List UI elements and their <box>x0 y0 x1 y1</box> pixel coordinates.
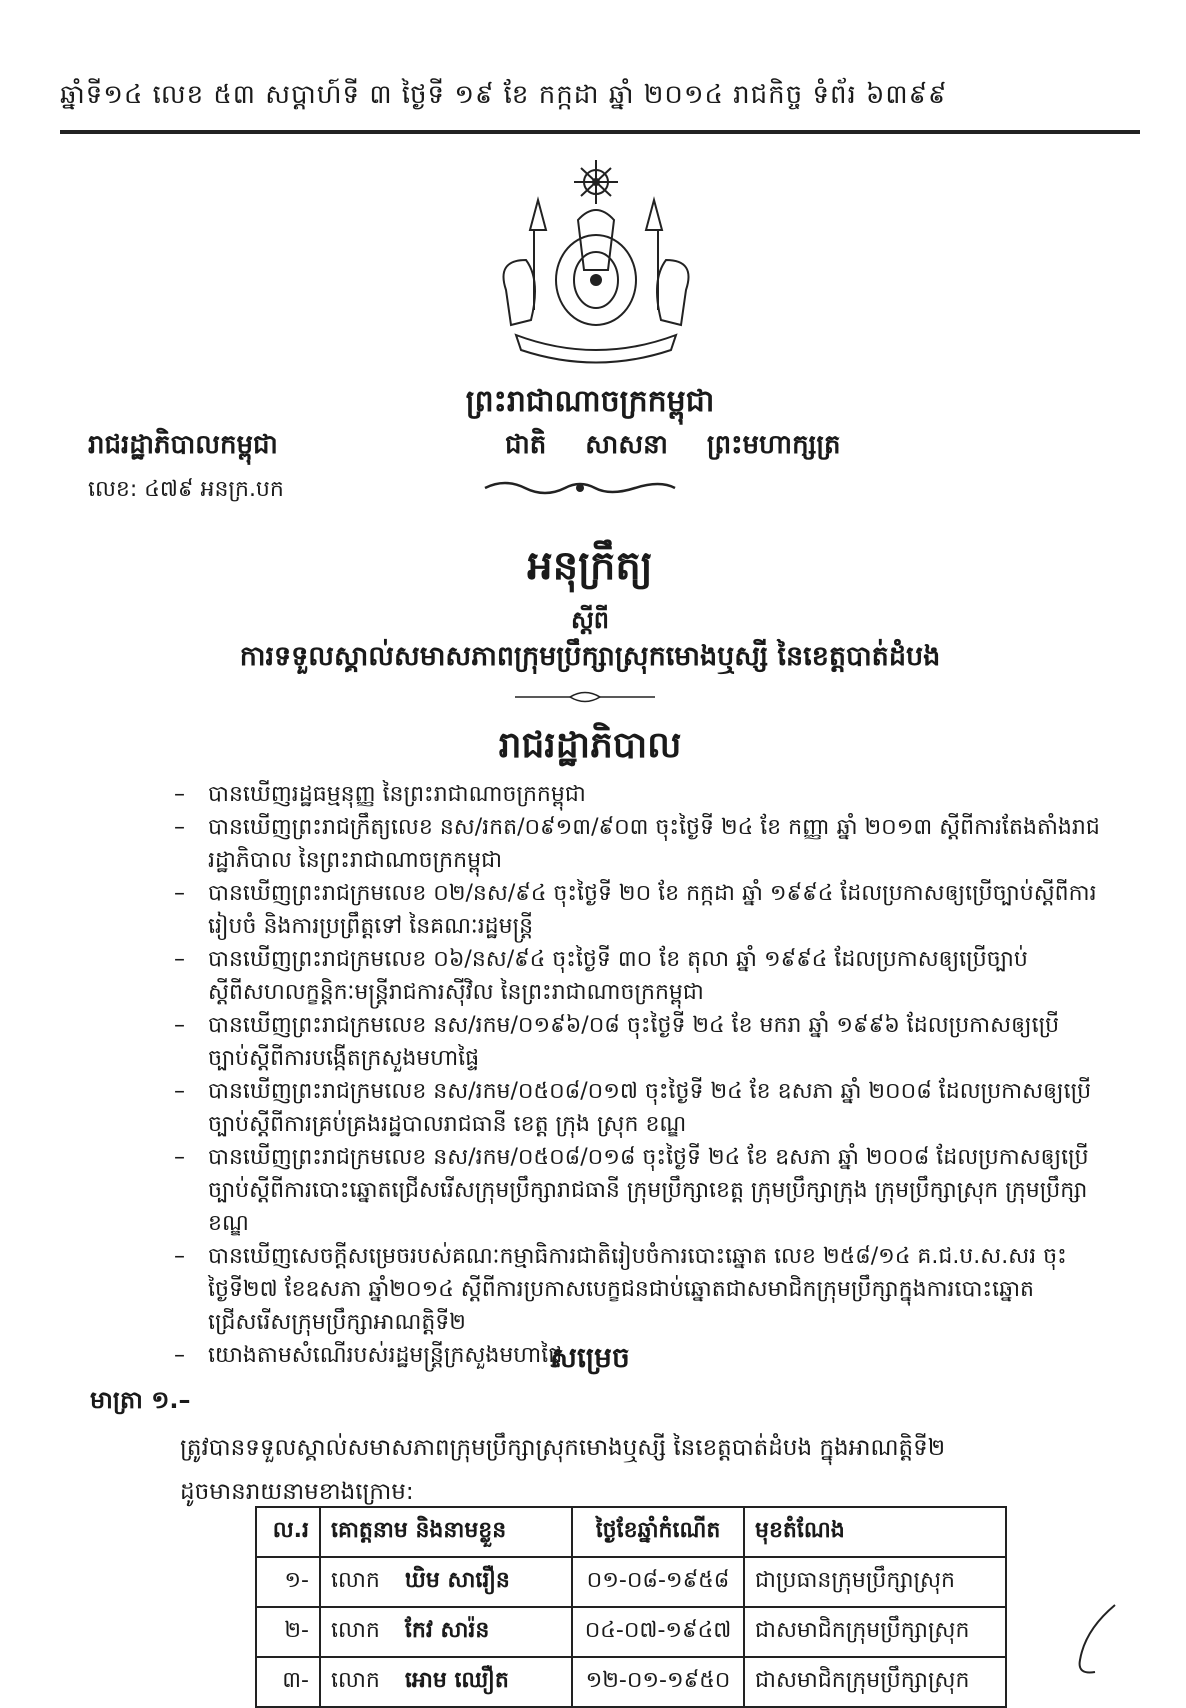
article-label: មាត្រា ១.– <box>90 1386 191 1414</box>
consideration-item: – បានឃើញព្រះរាជក្រមលេខ ០២/នស/៩៤ ចុះថ្ងៃទី ២០ ខែ កក្កដា ឆ្នាំ ១៩៩៤ ដែលប្រកាសឲ្យប្រើច្បាប់ស្តីពីការរៀបចំ និងការប្រព្រឹត្តទៅ នៃគណៈរដ្ឋមន្ត្រី <box>180 877 1100 943</box>
row-number: ២- <box>256 1607 320 1657</box>
article-text-continued: ដូចមានរាយនាមខាងក្រោម: <box>180 1479 414 1505</box>
table-row <box>256 1607 1006 1657</box>
table-row <box>256 1557 1006 1607</box>
honorific: លោក <box>331 1618 380 1643</box>
member-name: អោម ឈឿត <box>404 1668 509 1693</box>
row-number: ៣- <box>256 1657 320 1707</box>
row-position: ជាសមាជិកក្រុមប្រឹក្សាស្រុក <box>744 1657 1006 1707</box>
row-name-cell <box>320 1657 572 1707</box>
row-name-cell <box>320 1607 572 1657</box>
row-birthdate: ០៤-០៧-១៩៤៧ <box>572 1607 744 1657</box>
ornament-divider-icon <box>480 478 680 498</box>
regarding-label: ស្តីពី <box>570 606 610 634</box>
royal-coat-of-arms-icon <box>486 160 706 375</box>
considerations-list <box>180 778 1100 1372</box>
consideration-item: – យោងតាមសំណើរបស់រដ្ឋមន្ត្រីក្រសួងមហាផ្ទៃ <box>180 1339 1100 1372</box>
government-title: រាជរដ្ឋាភិបាល <box>498 725 682 766</box>
consideration-item: – បានឃើញព្រះរាជក្រមលេខ ០៦/នស/៩៤ ចុះថ្ងៃទី ៣០ ខែ តុលា ឆ្នាំ ១៩៩៤ ដែលប្រកាសឲ្យប្រើច្បាប់ស្តីពីសហលក្ខន្តិកៈមន្ត្រីរាជការស៊ីវិល នៃព្រះរាជាណាចក្រកម្ពុជា <box>180 943 1100 1009</box>
honorific: លោក <box>331 1568 380 1593</box>
reference-number: លេខ: ៤៧៩ អនក្រ.បក <box>88 477 284 502</box>
row-name-cell <box>320 1557 572 1607</box>
document-type: អនុក្រឹត្យ <box>527 543 653 589</box>
header-position: មុខតំណែង <box>744 1507 1006 1557</box>
row-position: ជាសមាជិកក្រុមប្រឹក្សាស្រុក <box>744 1607 1006 1657</box>
kingdom-title: ព្រះរាជាណាចក្រកម្ពុជា <box>465 384 715 419</box>
header-number: ល.រ <box>256 1507 320 1557</box>
signature-mark-icon <box>1065 1600 1125 1680</box>
row-position: ជាប្រធានក្រុមប្រឹក្សាស្រុក <box>744 1557 1006 1607</box>
honorific: លោក <box>331 1668 380 1693</box>
document-subject: ការទទួលស្គាល់សមាសភាពក្រុមប្រឹក្សាស្រុកមោងឬស្សី នៃខេត្តបាត់ដំបង <box>239 641 941 672</box>
row-birthdate: ១២-០១-១៩៥០ <box>572 1657 744 1707</box>
table-row <box>256 1657 1006 1707</box>
consideration-item: – បានឃើញព្រះរាជក្រមលេខ នស/រកម/០៥០៨/០១៧ ចុះថ្ងៃទី ២៤ ខែ ឧសភា ឆ្នាំ ២០០៨ ដែលប្រកាសឲ្យប្រើច្បាប់ស្តីពីការគ្រប់គ្រងរដ្ឋបាលរាជធានី ខេត្ត ក្រុង ស្រុក ខណ្ឌ <box>180 1075 1100 1141</box>
gazette-header: ឆ្នាំទី១៤ លេខ ៥៣ សប្តាហ៍ទី ៣ ថ្ងៃទី ១៩ ខែ កក្កដា ឆ្នាំ ២០១៤ រាជកិច្ច ទំព័រ ៦៣៩៩ <box>60 80 948 110</box>
national-motto: ជាតិ សាសនា ព្រះមហាក្សត្រ <box>505 430 841 460</box>
article-text: ត្រូវបានទទួលស្គាល់សមាសភាពក្រុមប្រឹក្សាស្រុកមោងឬស្សី នៃខេត្តបាត់ដំបង ក្នុងអាណត្តិទី២ <box>180 1435 946 1461</box>
ornament-divider-small-icon <box>510 690 660 704</box>
consideration-item: – បានឃើញព្រះរាជក្រមលេខ នស/រកម/០១៩៦/០៨ ចុះថ្ងៃទី ២៤ ខែ មករា ឆ្នាំ ១៩៩៦ ដែលប្រកាសឲ្យប្រើច្បាប់ស្តីពីការបង្កើតក្រសួងមហាផ្ទៃ <box>180 1009 1100 1075</box>
member-name: ឃិម សារឿន <box>404 1568 510 1593</box>
member-name: កែវ សារ៉ន <box>404 1618 490 1643</box>
consideration-item: – បានឃើញសេចក្តីសម្រេចរបស់គណៈកម្មាធិការជាតិរៀបចំការបោះឆ្នោត លេខ ២៥៨/១៤ គ.ជ.ប.ស.សរ ចុះថ្ងៃទី២៧ ខែឧសភា ឆ្នាំ២០១៤ ស្តីពីការប្រកាសបេក្ខជនជាប់ឆ្នោតជាសមាជិកក្រុមប្រឹក្សាក្នុងការបោះឆ្នោតជ្រើសរើសក្រុមប្រឹក្សាអាណត្តិទី២ <box>180 1240 1100 1339</box>
row-birthdate: ០១-០៨-១៩៥៨ <box>572 1557 744 1607</box>
header-name: គោត្តនាម និងនាមខ្លួន <box>320 1507 572 1557</box>
consideration-item: – បានឃើញព្រះរាជក្រមលេខ នស/រកម/០៥០៨/០១៨ ចុះថ្ងៃទី ២៤ ខែ ឧសភា ឆ្នាំ ២០០៨ ដែលប្រកាសឲ្យប្រើច្បាប់ស្តីពីការបោះឆ្នោតជ្រើសរើសក្រុមប្រឹក្សារាជធានី ក្រុមប្រឹក្សាខេត្ត ក្រុមប្រឹក្សាក្រុង ក្រុមប្រឹក្សាស្រុក ក្រុមប្រឹក្សាខណ្ឌ <box>180 1141 1100 1240</box>
table-header-row <box>256 1507 1006 1557</box>
header-rule <box>60 130 1140 134</box>
members-table <box>255 1506 1007 1708</box>
consideration-item: – បានឃើញព្រះរាជក្រឹត្យលេខ នស/រកត/០៩១៣/៩០៣ ចុះថ្ងៃទី ២៤ ខែ កញ្ញា ឆ្នាំ ២០១៣ ស្តីពីការតែងតាំងរាជរដ្ឋាភិបាល នៃព្រះរាជាណាចក្រកម្ពុជា <box>180 811 1100 877</box>
row-number: ១- <box>256 1557 320 1607</box>
decides-heading: សម្រេច <box>550 1341 630 1374</box>
government-heading: រាជរដ្ឋាភិបាលកម្ពុជា <box>88 430 278 460</box>
header-birthdate: ថ្ងៃខែឆ្នាំកំណើត <box>572 1507 744 1557</box>
consideration-item: – បានឃើញរដ្ឋធម្មនុញ្ញ នៃព្រះរាជាណាចក្រកម្ពុជា <box>180 778 1100 811</box>
